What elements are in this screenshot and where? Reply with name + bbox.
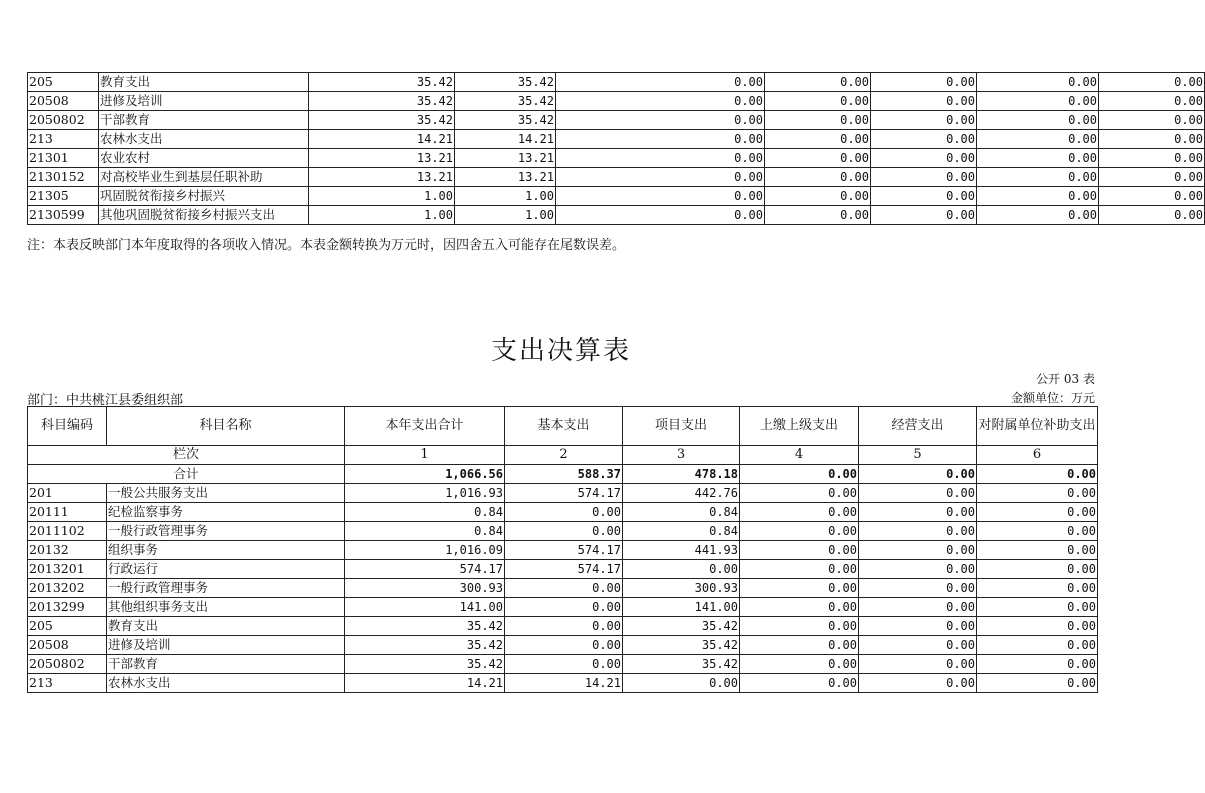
subject-code: 2130152 — [28, 168, 99, 187]
amount-cell: 0.00 — [859, 636, 977, 655]
table-row — [28, 503, 1098, 522]
amount-cell: 0.00 — [977, 187, 1099, 206]
amount-cell: 0.00 — [740, 560, 859, 579]
amount-cell: 0.00 — [977, 484, 1098, 503]
amount-cell: 35.42 — [623, 617, 740, 636]
amount-cell: 0.00 — [505, 503, 623, 522]
amount-cell: 0.00 — [871, 111, 977, 130]
amount-cell: 0.00 — [505, 522, 623, 541]
amount-cell: 14.21 — [345, 674, 505, 693]
total-value: 588.37 — [505, 465, 623, 484]
amount-cell: 0.00 — [740, 541, 859, 560]
amount-cell: 0.00 — [1099, 130, 1205, 149]
amount-cell: 0.00 — [556, 206, 765, 225]
amount-cell: 0.00 — [740, 484, 859, 503]
header-cell: 本年支出合计 — [345, 407, 505, 446]
amount-cell: 0.84 — [345, 503, 505, 522]
subject-name: 其他巩固脱贫衔接乡村振兴支出 — [99, 206, 309, 225]
amount-cell: 0.00 — [977, 617, 1098, 636]
amount-cell: 14.21 — [309, 130, 455, 149]
subject-code: 2050802 — [28, 111, 99, 130]
amount-cell: 0.00 — [859, 598, 977, 617]
amount-cell: 0.00 — [871, 130, 977, 149]
amount-cell: 0.00 — [740, 579, 859, 598]
subject-code: 2011102 — [28, 522, 107, 541]
total-value: 0.00 — [740, 465, 859, 484]
subject-name: 教育支出 — [107, 617, 345, 636]
column-number: 6 — [977, 446, 1098, 465]
amount-cell: 0.00 — [1099, 187, 1205, 206]
amount-cell: 0.00 — [977, 168, 1099, 187]
amount-cell: 0.00 — [740, 503, 859, 522]
subject-name: 组织事务 — [107, 541, 345, 560]
amount-cell: 0.84 — [623, 503, 740, 522]
amount-cell: 0.00 — [556, 168, 765, 187]
amount-cell: 13.21 — [455, 149, 556, 168]
table-row — [28, 149, 1205, 168]
header-cell: 上缴上级支出 — [740, 407, 859, 446]
amount-cell: 0.00 — [977, 636, 1098, 655]
amount-cell: 0.00 — [859, 579, 977, 598]
amount-cell: 14.21 — [505, 674, 623, 693]
amount-cell: 13.21 — [309, 168, 455, 187]
subject-code: 2050802 — [28, 655, 107, 674]
amount-cell: 442.76 — [623, 484, 740, 503]
income-table-continued — [27, 72, 1205, 225]
expenditure-table — [27, 406, 1098, 693]
subject-code: 2130599 — [28, 206, 99, 225]
amount-cell: 0.00 — [505, 617, 623, 636]
amount-cell: 0.00 — [1099, 168, 1205, 187]
amount-cell: 0.00 — [871, 149, 977, 168]
amount-cell: 1.00 — [309, 206, 455, 225]
amount-cell: 0.00 — [977, 206, 1099, 225]
total-value: 478.18 — [623, 465, 740, 484]
page-title: 支出决算表 — [490, 336, 631, 366]
amount-cell: 35.42 — [309, 111, 455, 130]
amount-cell: 0.00 — [765, 111, 871, 130]
amount-cell: 0.00 — [740, 598, 859, 617]
amount-cell: 35.42 — [455, 92, 556, 111]
header-row — [28, 407, 1098, 446]
amount-cell: 574.17 — [505, 484, 623, 503]
amount-cell: 0.00 — [977, 503, 1098, 522]
amount-cell: 13.21 — [309, 149, 455, 168]
amount-cell: 0.00 — [740, 636, 859, 655]
amount-cell: 0.00 — [556, 130, 765, 149]
subject-code: 201 — [28, 484, 107, 503]
header-cell: 对附属单位补助支出 — [977, 407, 1098, 446]
subject-name: 进修及培训 — [99, 92, 309, 111]
amount-cell: 0.00 — [623, 674, 740, 693]
subject-code: 20111 — [28, 503, 107, 522]
amount-cell: 0.00 — [505, 655, 623, 674]
form-number: 公开 03 表 — [1036, 372, 1095, 386]
amount-cell: 13.21 — [455, 168, 556, 187]
amount-cell: 35.42 — [345, 655, 505, 674]
subject-code: 213 — [28, 130, 99, 149]
subject-name: 一般行政管理事务 — [107, 579, 345, 598]
amount-cell: 0.00 — [740, 617, 859, 636]
total-value: 0.00 — [977, 465, 1098, 484]
subject-name: 农林水支出 — [107, 674, 345, 693]
table-row — [28, 617, 1098, 636]
amount-cell: 0.00 — [977, 149, 1099, 168]
table-row — [28, 168, 1205, 187]
table-row — [28, 636, 1098, 655]
amount-cell: 0.00 — [977, 73, 1099, 92]
amount-cell: 574.17 — [345, 560, 505, 579]
amount-cell: 0.00 — [977, 655, 1098, 674]
amount-cell: 0.00 — [740, 674, 859, 693]
table-row — [28, 541, 1098, 560]
amount-cell: 0.00 — [977, 560, 1098, 579]
amount-cell: 0.00 — [556, 73, 765, 92]
subject-name: 一般行政管理事务 — [107, 522, 345, 541]
amount-cell: 300.93 — [623, 579, 740, 598]
amount-cell: 35.42 — [455, 111, 556, 130]
amount-cell: 0.00 — [1099, 111, 1205, 130]
amount-cell: 0.00 — [977, 522, 1098, 541]
amount-cell: 0.00 — [1099, 73, 1205, 92]
amount-cell: 0.00 — [740, 655, 859, 674]
amount-cell: 0.00 — [871, 73, 977, 92]
header-cell: 基本支出 — [505, 407, 623, 446]
header-cell: 项目支出 — [623, 407, 740, 446]
subject-name: 行政运行 — [107, 560, 345, 579]
amount-cell: 574.17 — [505, 560, 623, 579]
table-row — [28, 92, 1205, 111]
subject-code: 2013201 — [28, 560, 107, 579]
amount-cell: 35.42 — [623, 636, 740, 655]
amount-cell: 0.00 — [1099, 92, 1205, 111]
subject-code: 213 — [28, 674, 107, 693]
amount-cell: 0.00 — [977, 541, 1098, 560]
subject-name: 其他组织事务支出 — [107, 598, 345, 617]
table-row — [28, 655, 1098, 674]
subject-code: 2013299 — [28, 598, 107, 617]
total-value: 1,066.56 — [345, 465, 505, 484]
subject-name: 教育支出 — [99, 73, 309, 92]
amount-cell: 0.00 — [765, 168, 871, 187]
amount-cell: 0.00 — [765, 130, 871, 149]
amount-cell: 0.00 — [765, 187, 871, 206]
amount-cell: 0.00 — [859, 541, 977, 560]
column-number-row — [28, 446, 1098, 465]
amount-cell: 1.00 — [309, 187, 455, 206]
subject-name: 巩固脱贫衔接乡村振兴 — [99, 187, 309, 206]
amount-cell: 0.00 — [977, 130, 1099, 149]
amount-cell: 0.00 — [977, 579, 1098, 598]
column-number: 3 — [623, 446, 740, 465]
amount-cell: 35.42 — [455, 73, 556, 92]
header-cell: 科目编码 — [28, 407, 107, 446]
amount-cell: 0.00 — [859, 617, 977, 636]
amount-cell: 0.00 — [505, 636, 623, 655]
table-row — [28, 579, 1098, 598]
amount-cell: 441.93 — [623, 541, 740, 560]
subject-code: 21301 — [28, 149, 99, 168]
column-number: 5 — [859, 446, 977, 465]
amount-cell: 1.00 — [455, 187, 556, 206]
amount-cell: 35.42 — [309, 73, 455, 92]
amount-cell: 0.00 — [1099, 149, 1205, 168]
amount-cell: 0.00 — [977, 92, 1099, 111]
department-label: 部门：中共桃江县委组织部 — [27, 393, 184, 408]
amount-cell: 0.00 — [765, 73, 871, 92]
table-row — [28, 484, 1098, 503]
amount-cell: 14.21 — [455, 130, 556, 149]
amount-cell: 0.00 — [556, 92, 765, 111]
amount-cell: 35.42 — [623, 655, 740, 674]
subject-code: 21305 — [28, 187, 99, 206]
total-row — [28, 465, 1098, 484]
table-row — [28, 560, 1098, 579]
table-row — [28, 130, 1205, 149]
subject-code: 20132 — [28, 541, 107, 560]
amount-cell: 0.00 — [556, 187, 765, 206]
amount-cell: 0.00 — [859, 522, 977, 541]
amount-cell: 0.84 — [623, 522, 740, 541]
subject-name: 农业农村 — [99, 149, 309, 168]
amount-cell: 0.00 — [1099, 206, 1205, 225]
amount-cell: 0.00 — [977, 674, 1098, 693]
table-note: 注：本表反映部门本年度取得的各项收入情况。本表金额转换为万元时，因四舍五入可能存在尾数误差。 — [27, 238, 626, 253]
amount-cell: 35.42 — [345, 617, 505, 636]
amount-cell: 141.00 — [623, 598, 740, 617]
amount-cell: 0.00 — [765, 206, 871, 225]
amount-cell: 0.00 — [977, 598, 1098, 617]
subject-name: 纪检监察事务 — [107, 503, 345, 522]
column-number: 4 — [740, 446, 859, 465]
subject-name: 一般公共服务支出 — [107, 484, 345, 503]
total-value: 0.00 — [859, 465, 977, 484]
amount-cell: 35.42 — [309, 92, 455, 111]
subject-code: 205 — [28, 617, 107, 636]
subject-code: 20508 — [28, 636, 107, 655]
column-number: 2 — [505, 446, 623, 465]
amount-cell: 0.84 — [345, 522, 505, 541]
amount-cell: 0.00 — [765, 149, 871, 168]
amount-cell: 0.00 — [556, 111, 765, 130]
amount-cell: 0.00 — [623, 560, 740, 579]
amount-unit-label: 金额单位：万元 — [1010, 391, 1095, 405]
amount-cell: 0.00 — [556, 149, 765, 168]
amount-cell: 0.00 — [859, 655, 977, 674]
amount-cell: 1.00 — [455, 206, 556, 225]
table-row — [28, 187, 1205, 206]
amount-cell: 0.00 — [859, 560, 977, 579]
subject-code: 2013202 — [28, 579, 107, 598]
column-number: 1 — [345, 446, 505, 465]
table-row — [28, 522, 1098, 541]
amount-cell: 0.00 — [871, 206, 977, 225]
amount-cell: 574.17 — [505, 541, 623, 560]
total-label: 合计 — [28, 465, 345, 484]
table-row — [28, 598, 1098, 617]
subject-code: 205 — [28, 73, 99, 92]
amount-cell: 0.00 — [859, 484, 977, 503]
amount-cell: 0.00 — [871, 92, 977, 111]
amount-cell: 0.00 — [859, 674, 977, 693]
subject-code: 20508 — [28, 92, 99, 111]
amount-cell: 0.00 — [505, 579, 623, 598]
amount-cell: 141.00 — [345, 598, 505, 617]
table-row — [28, 111, 1205, 130]
amount-cell: 0.00 — [871, 187, 977, 206]
subject-name: 进修及培训 — [107, 636, 345, 655]
table-row — [28, 73, 1205, 92]
table-row — [28, 206, 1205, 225]
amount-cell: 35.42 — [345, 636, 505, 655]
subject-name: 对高校毕业生到基层任职补助 — [99, 168, 309, 187]
amount-cell: 1,016.09 — [345, 541, 505, 560]
amount-cell: 0.00 — [977, 111, 1099, 130]
table-row — [28, 674, 1098, 693]
subject-name: 干部教育 — [99, 111, 309, 130]
column-number-label: 栏次 — [28, 446, 345, 465]
amount-cell: 1,016.93 — [345, 484, 505, 503]
subject-name: 干部教育 — [107, 655, 345, 674]
subject-name: 农林水支出 — [99, 130, 309, 149]
header-cell: 科目名称 — [107, 407, 345, 446]
amount-cell: 0.00 — [765, 92, 871, 111]
amount-cell: 0.00 — [859, 503, 977, 522]
amount-cell: 0.00 — [871, 168, 977, 187]
amount-cell: 300.93 — [345, 579, 505, 598]
header-cell: 经营支出 — [859, 407, 977, 446]
amount-cell: 0.00 — [505, 598, 623, 617]
amount-cell: 0.00 — [740, 522, 859, 541]
